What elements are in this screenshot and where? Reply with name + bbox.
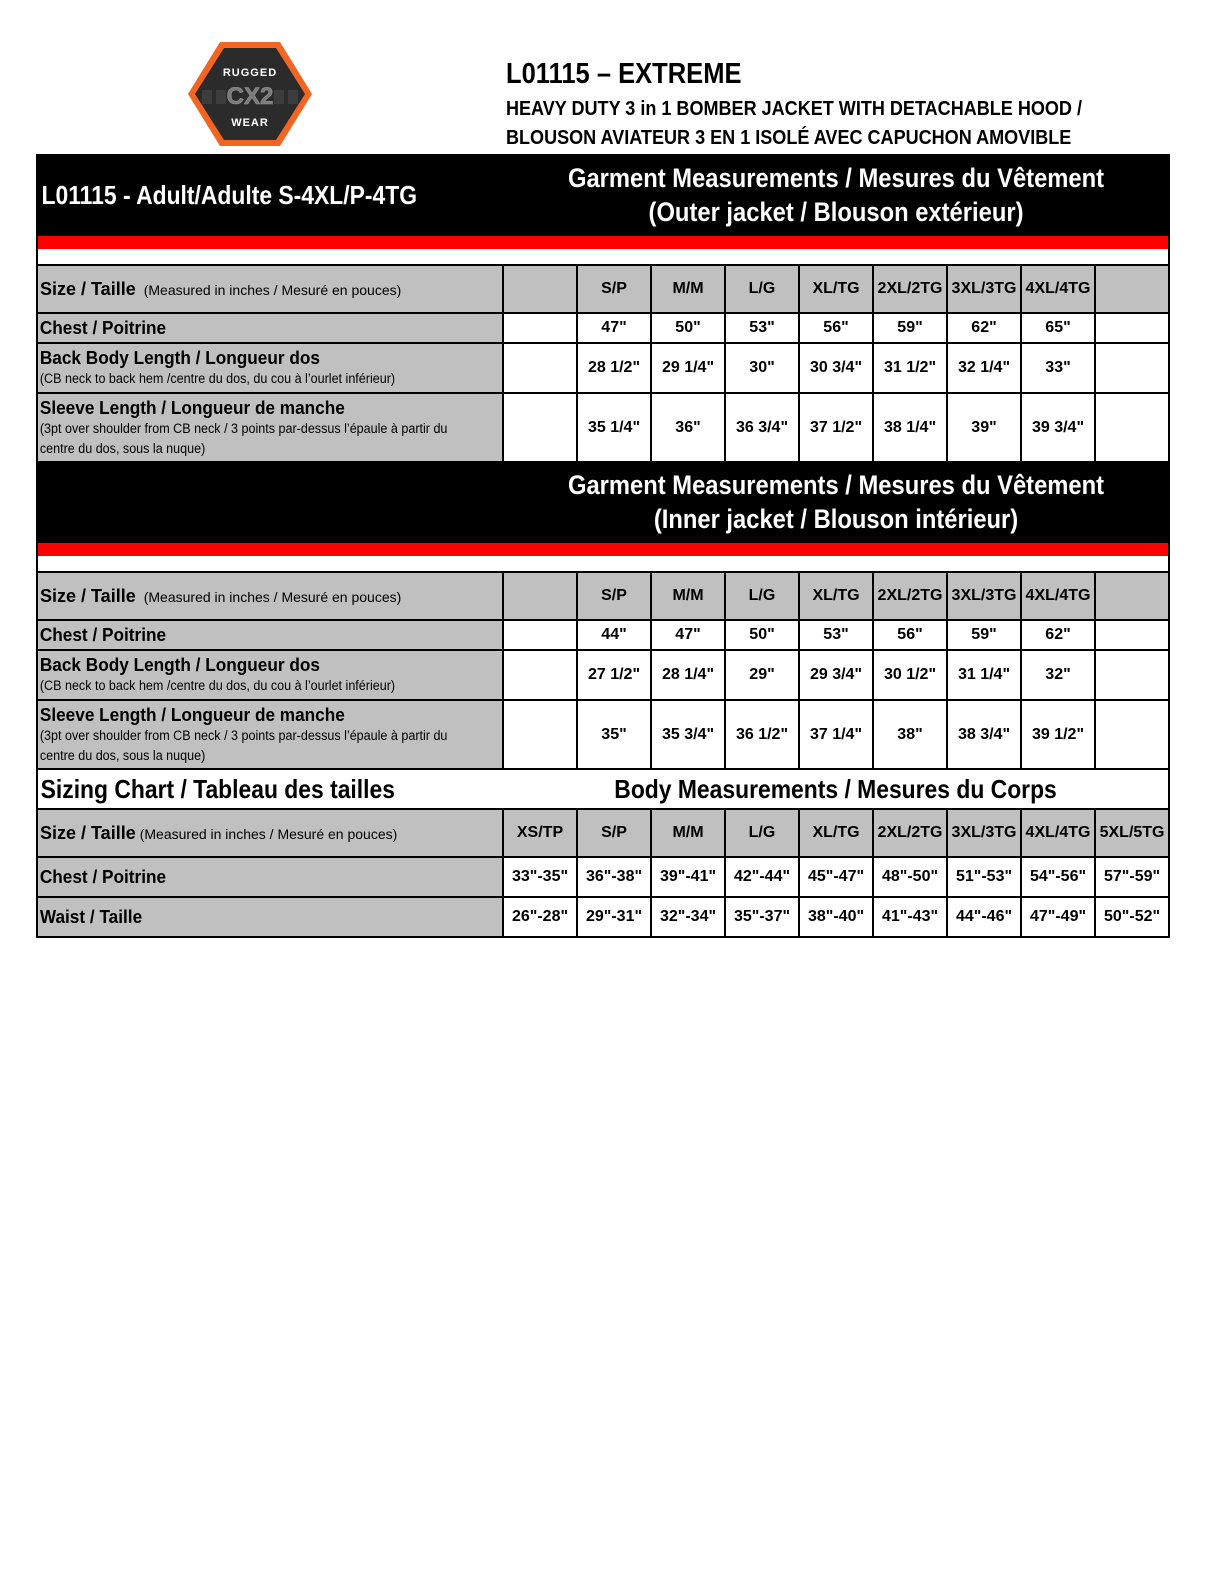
row-note: centre du dos, sous la nuque) [39, 441, 206, 456]
value-cell: 62" [1021, 620, 1095, 650]
outer-jacket-measurements-table [36, 154, 1170, 464]
value-cell: 56" [873, 620, 947, 650]
value-cell: 50" [725, 620, 799, 650]
row-label: Back Body Length / Longueur dos [39, 347, 320, 368]
inner-right-title-cell [503, 462, 1169, 542]
size-header-row [37, 265, 1169, 313]
value-cell: 35 3/4" [651, 700, 725, 770]
value-cell: 29 1/4" [651, 343, 725, 393]
outer-left-title-cell [37, 155, 503, 235]
value-cell: 37 1/4" [799, 700, 873, 770]
size-header: XL/TG [799, 809, 873, 857]
size-label-cell [37, 265, 503, 313]
measurement-row-sleeve-length [37, 700, 1169, 770]
value-cell: 44"-46" [947, 897, 1021, 937]
size-header: L/G [725, 809, 799, 857]
size-header: M/M [651, 265, 725, 313]
blank-cell [503, 343, 577, 393]
value-cell: 56" [799, 313, 873, 343]
value-cell: 62" [947, 313, 1021, 343]
size-label: Size / Taille [40, 585, 136, 606]
body-measurements-title: Body Measurements / Mesures du Corps [614, 773, 1057, 804]
value-cell: 50" [651, 313, 725, 343]
value-cell: 59" [947, 620, 1021, 650]
logo-text-cx2: CX2 [226, 83, 274, 110]
size-header: S/P [577, 809, 651, 857]
size-header: XL/TG [799, 265, 873, 313]
value-cell: 38"-40" [799, 897, 873, 937]
value-cell: 27 1/2" [577, 650, 651, 700]
row-label-cell [37, 700, 503, 770]
logo-text-rugged: RUGGED [222, 67, 278, 79]
size-header: 2XL/2TG [873, 265, 947, 313]
value-cell: 39 3/4" [1021, 393, 1095, 463]
outer-title-line2: (Outer jacket / Blouson extérieur) [648, 197, 1024, 227]
value-cell: 36 1/2" [725, 700, 799, 770]
value-cell: 35"-37" [725, 897, 799, 937]
value-cell: 36 3/4" [725, 393, 799, 463]
value-cell: 38 1/4" [873, 393, 947, 463]
size-header: 4XL/4TG [1021, 809, 1095, 857]
inner-title-line1: Garment Measurements / Mesures du Vêtement [567, 470, 1105, 500]
value-cell: 28 1/4" [651, 650, 725, 700]
row-note: (3pt over shoulder from CB neck / 3 points par-dessus l’épaule à partir du [39, 728, 448, 743]
value-cell: 54"-56" [1021, 857, 1095, 897]
value-cell: 31 1/4" [947, 650, 1021, 700]
row-label: Chest / Poitrine [39, 317, 167, 338]
value-cell: 29"-31" [577, 897, 651, 937]
value-cell: 47"-49" [1021, 897, 1095, 937]
size-header: 3XL/3TG [947, 265, 1021, 313]
value-cell: 53" [799, 620, 873, 650]
value-cell: 29 3/4" [799, 650, 873, 700]
product-title: L01115 – EXTREME [506, 58, 742, 90]
value-cell: 32" [1021, 650, 1095, 700]
outer-left-title: L01115 - Adult/Adulte S-4XL/P-4TG [41, 179, 418, 210]
size-header: M/M [651, 809, 725, 857]
value-cell: 30 3/4" [799, 343, 873, 393]
product-subtitle-en: HEAVY DUTY 3 in 1 BOMBER JACKET WITH DETACHABLE HOOD / [506, 97, 1082, 120]
size-note: (Measured in inches / Mesuré en pouces) [143, 588, 402, 605]
value-cell: 44" [577, 620, 651, 650]
value-cell: 30 1/2" [873, 650, 947, 700]
value-cell: 35" [577, 700, 651, 770]
spacer [37, 249, 1169, 265]
size-header: M/M [651, 572, 725, 620]
size-label: Size / Taille [40, 278, 136, 299]
sizing-chart-title: Sizing Chart / Tableau des tailles [40, 773, 395, 804]
measurement-row-chest [37, 313, 1169, 343]
size-note: (Measured in inches / Mesuré en pouces) [139, 825, 398, 842]
blank-cell [1095, 313, 1169, 343]
outer-right-title-cell [503, 155, 1169, 235]
value-cell: 39"-41" [651, 857, 725, 897]
body-measurements-table [36, 768, 1170, 938]
value-cell: 28 1/2" [577, 343, 651, 393]
value-cell: 36" [651, 393, 725, 463]
row-label: Waist / Taille [39, 906, 143, 927]
product-subtitle-fr: BLOUSON AVIATEUR 3 EN 1 ISOLÉ AVEC CAPUCHON AMOVIBLE [506, 126, 1072, 149]
outer-title-line1: Garment Measurements / Mesures du Vêtement [567, 163, 1105, 193]
row-label-cell [37, 393, 503, 463]
value-cell: 31 1/2" [873, 343, 947, 393]
size-header: XS/TP [503, 809, 577, 857]
measurement-row-back-length [37, 650, 1169, 700]
value-cell: 33" [1021, 343, 1095, 393]
blank-cell [1095, 343, 1169, 393]
size-header-row [37, 809, 1169, 857]
size-blank-cell [1095, 265, 1169, 313]
row-label-cell [37, 857, 503, 897]
body-row-chest [37, 857, 1169, 897]
size-blank-cell [1095, 572, 1169, 620]
size-label-cell [37, 572, 503, 620]
row-label-cell [37, 343, 503, 393]
logo-text-wear: WEAR [231, 117, 269, 129]
blank-cell [503, 393, 577, 463]
row-note: (CB neck to back hem /centre du dos, du cou à l’ourlet inférieur) [39, 371, 396, 386]
body-right-title-cell [503, 769, 1169, 809]
blank-cell [503, 620, 577, 650]
value-cell: 57"-59" [1095, 857, 1169, 897]
size-header: 2XL/2TG [873, 809, 947, 857]
row-label: Chest / Poitrine [39, 866, 167, 887]
size-header: 5XL/5TG [1095, 809, 1169, 857]
measurement-row-back-length [37, 343, 1169, 393]
size-header: 3XL/3TG [947, 809, 1021, 857]
size-header: XL/TG [799, 572, 873, 620]
inner-jacket-measurements-table [36, 461, 1170, 771]
red-accent-bar [37, 235, 1169, 249]
value-cell: 53" [725, 313, 799, 343]
row-note: (3pt over shoulder from CB neck / 3 points par-dessus l’épaule à partir du [39, 421, 448, 436]
row-note: centre du dos, sous la nuque) [39, 748, 206, 763]
size-header: 3XL/3TG [947, 572, 1021, 620]
size-blank-cell [503, 572, 577, 620]
value-cell: 29" [725, 650, 799, 700]
cx2-rugged-wear-logo [186, 40, 314, 148]
value-cell: 36"-38" [577, 857, 651, 897]
value-cell: 47" [651, 620, 725, 650]
value-cell: 38 3/4" [947, 700, 1021, 770]
value-cell: 65" [1021, 313, 1095, 343]
value-cell: 35 1/4" [577, 393, 651, 463]
value-cell: 39" [947, 393, 1021, 463]
size-header-row [37, 572, 1169, 620]
spacer [37, 556, 1169, 572]
size-header: 2XL/2TG [873, 572, 947, 620]
size-header: 4XL/4TG [1021, 572, 1095, 620]
value-cell: 42"-44" [725, 857, 799, 897]
value-cell: 48"-50" [873, 857, 947, 897]
row-label-cell [37, 650, 503, 700]
size-blank-cell [503, 265, 577, 313]
value-cell: 45"-47" [799, 857, 873, 897]
value-cell: 50"-52" [1095, 897, 1169, 937]
size-header: L/G [725, 265, 799, 313]
inner-left-title-cell [37, 462, 503, 542]
size-header: S/P [577, 572, 651, 620]
value-cell: 47" [577, 313, 651, 343]
value-cell: 26"-28" [503, 897, 577, 937]
size-label: Size / Taille [40, 822, 136, 843]
value-cell: 30" [725, 343, 799, 393]
row-label-cell [37, 897, 503, 937]
row-label: Back Body Length / Longueur dos [39, 654, 320, 675]
blank-cell [503, 700, 577, 770]
row-label-cell [37, 313, 503, 343]
blank-cell [503, 313, 577, 343]
value-cell: 51"-53" [947, 857, 1021, 897]
value-cell: 32"-34" [651, 897, 725, 937]
value-cell: 37 1/2" [799, 393, 873, 463]
value-cell: 39 1/2" [1021, 700, 1095, 770]
row-label: Sleeve Length / Longueur de manche [39, 397, 345, 418]
blank-cell [1095, 393, 1169, 463]
blank-cell [503, 650, 577, 700]
size-header: L/G [725, 572, 799, 620]
measurement-row-chest [37, 620, 1169, 650]
body-left-title-cell [37, 769, 503, 809]
row-note: (CB neck to back hem /centre du dos, du cou à l’ourlet inférieur) [39, 678, 396, 693]
value-cell: 41"-43" [873, 897, 947, 937]
measurement-row-sleeve-length [37, 393, 1169, 463]
blank-cell [1095, 650, 1169, 700]
value-cell: 33"-35" [503, 857, 577, 897]
value-cell: 59" [873, 313, 947, 343]
body-row-waist [37, 897, 1169, 937]
inner-title-line2: (Inner jacket / Blouson intérieur) [653, 504, 1019, 534]
blank-cell [1095, 620, 1169, 650]
size-header: 4XL/4TG [1021, 265, 1095, 313]
size-label-cell [37, 809, 503, 857]
value-cell: 38" [873, 700, 947, 770]
size-note: (Measured in inches / Mesuré en pouces) [143, 281, 402, 298]
blank-cell [1095, 700, 1169, 770]
row-label: Sleeve Length / Longueur de manche [39, 704, 345, 725]
red-accent-bar [37, 542, 1169, 556]
row-label: Chest / Poitrine [39, 624, 167, 645]
value-cell: 32 1/4" [947, 343, 1021, 393]
size-header: S/P [577, 265, 651, 313]
row-label-cell [37, 620, 503, 650]
